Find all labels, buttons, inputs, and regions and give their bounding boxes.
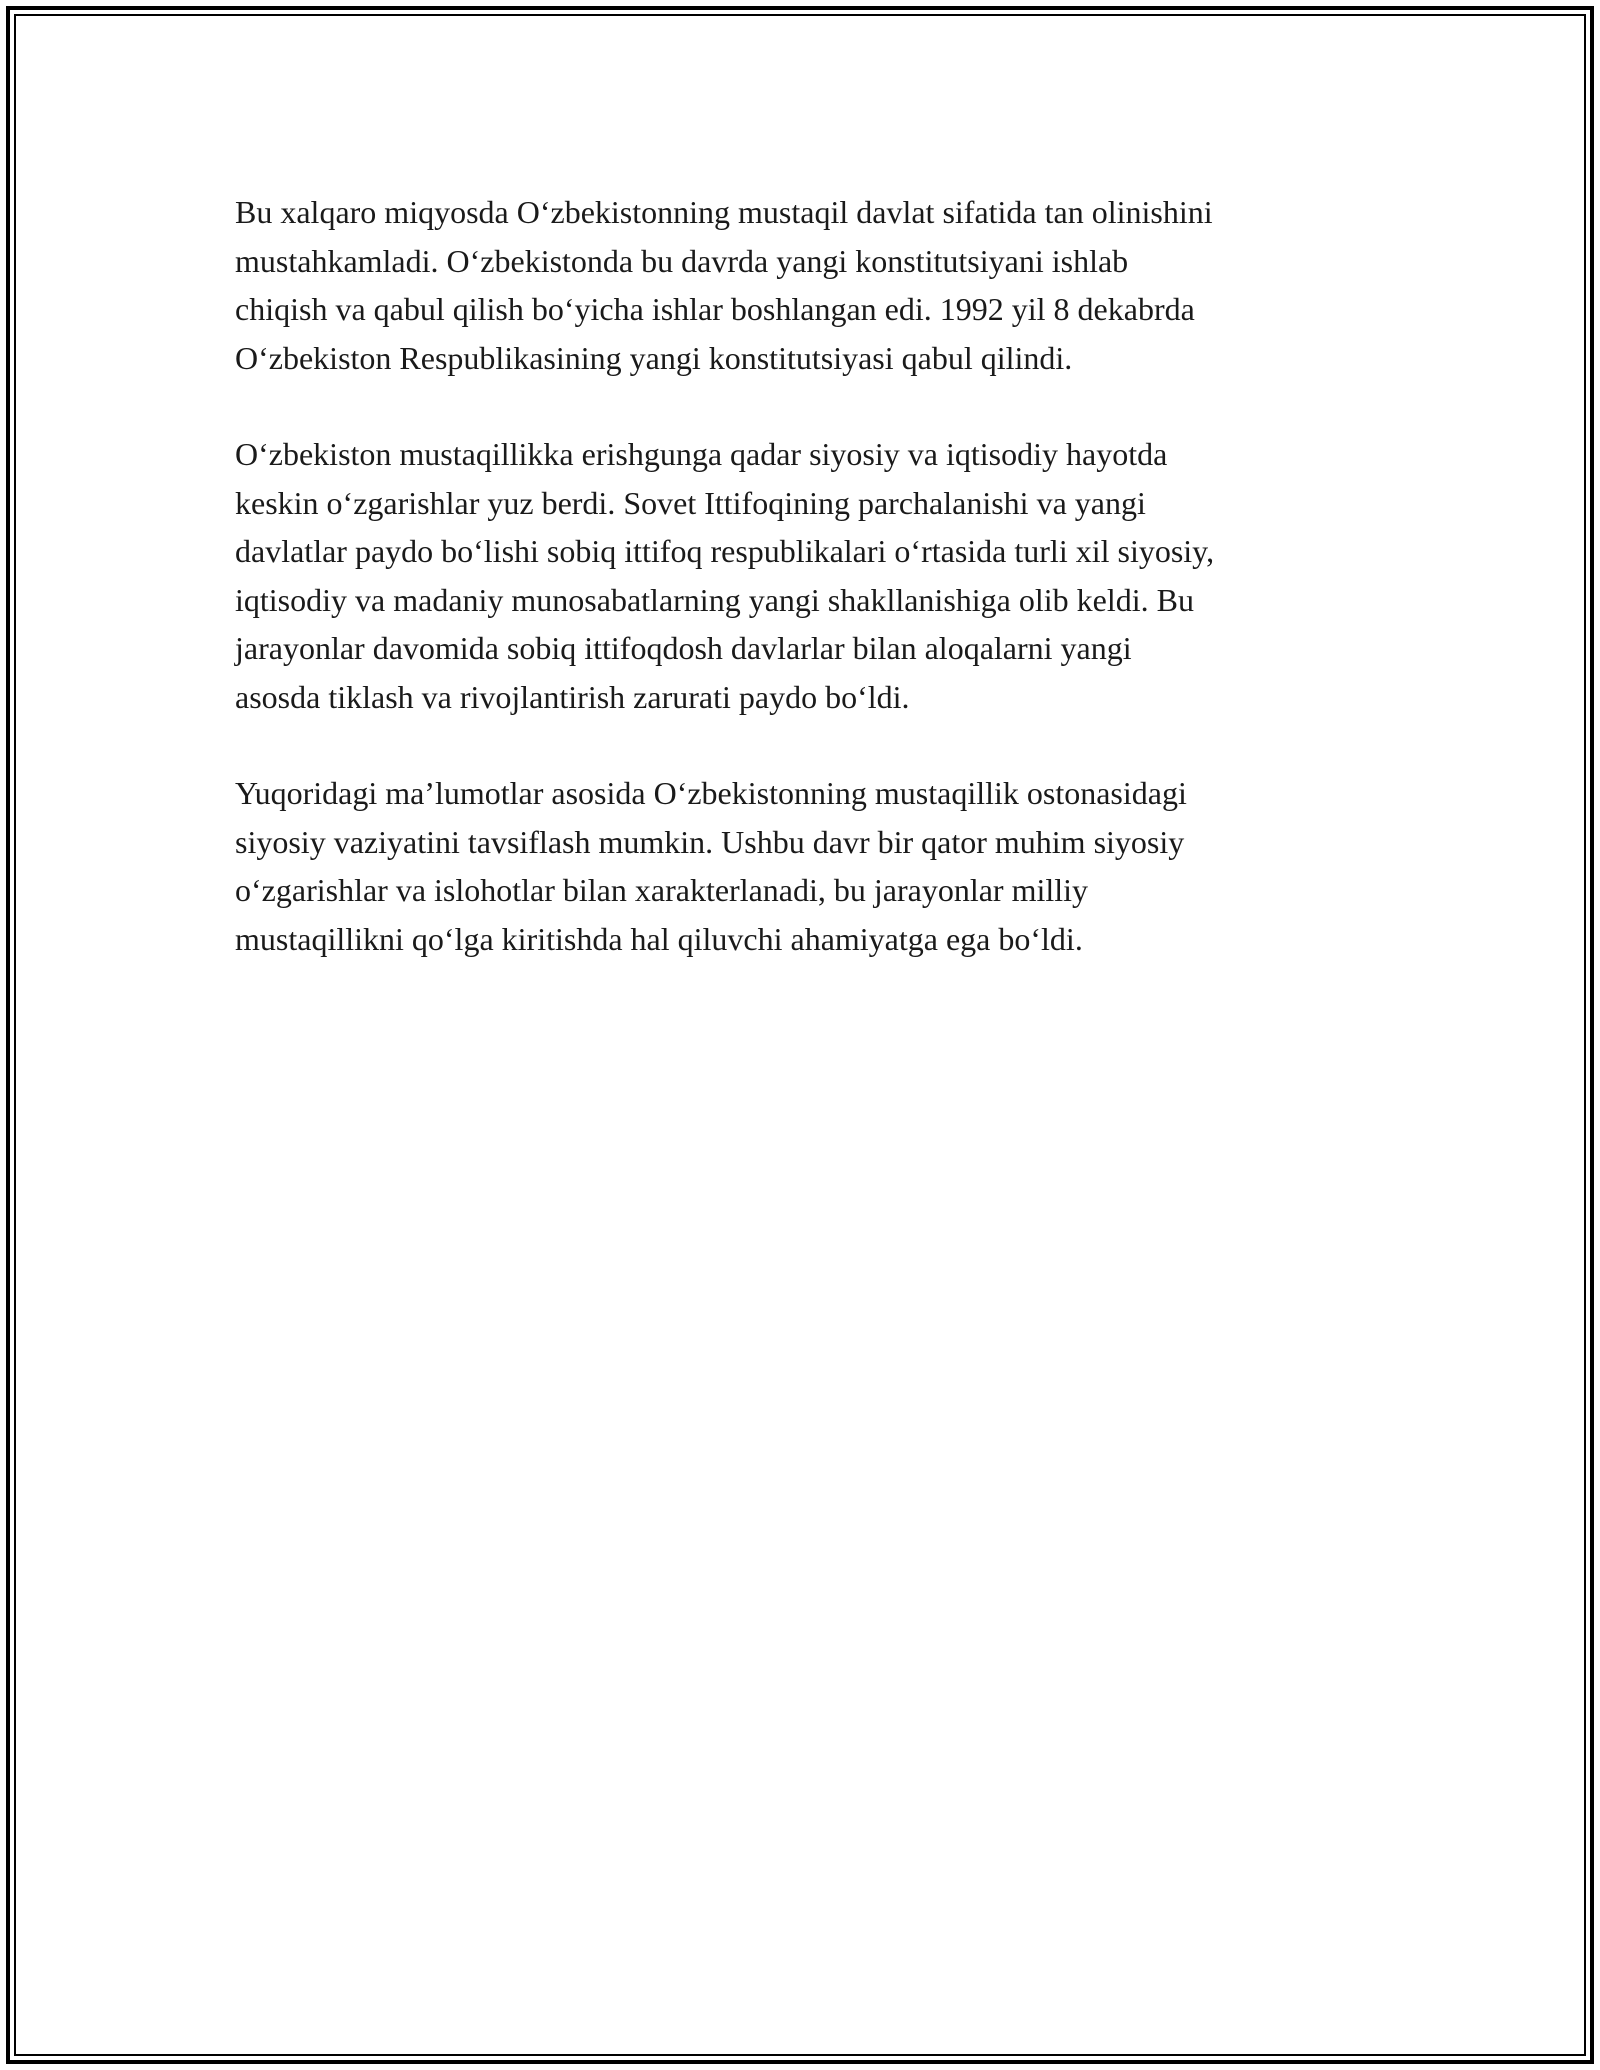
paragraph-3: Yuqoridagi ma’lumotlar asosida O‘zbekistonning mustaqillik ostonasidagi siyosiy vaziyatini tavsiflash mumkin. Ushbu davr bir qator muhim siyosiy o‘zgarishlar va islohotlar bilan xarakterlanadi, bu jarayonlar milliy mustaqillikni qo‘lga kiritishda hal qiluvchi ahamiyatga ega bo‘ldi. [235,775,1187,957]
paragraph-1: Bu xalqaro miqyosda O‘zbekistonning mustaqil davlat sifatida tan olinishini mustahkamladi. O‘zbekistonda bu davrda yangi konstitutsiyani ishlab chiqish va qabul qilish bo‘yicha ishlar boshlangan edi. 1992 yil 8 dekabrda O‘zbekiston Respublikasining yangi konstitutsiyasi qabul qilindi. [235,194,1213,376]
document-body [235,188,1375,1011]
paragraph-2: O‘zbekiston mustaqillikka erishgunga qadar siyosiy va iqtisodiy hayotda keskin o‘zgarishlar yuz berdi. Sovet Ittifoqining parchalanishi va yangi davlatlar paydo bo‘lishi sobiq ittifoq respublikalari o‘rtasida turli xil siyosiy, iqtisodiy va madaniy munosabatlarning yangi shakllanishiga olib keldi. Bu jarayonlar davomida sobiq ittifoqdosh davlarlar bilan aloqalarni yangi asosda tiklash va rivojlantirish zarurati paydo bo‘ldi. [235,436,1215,715]
